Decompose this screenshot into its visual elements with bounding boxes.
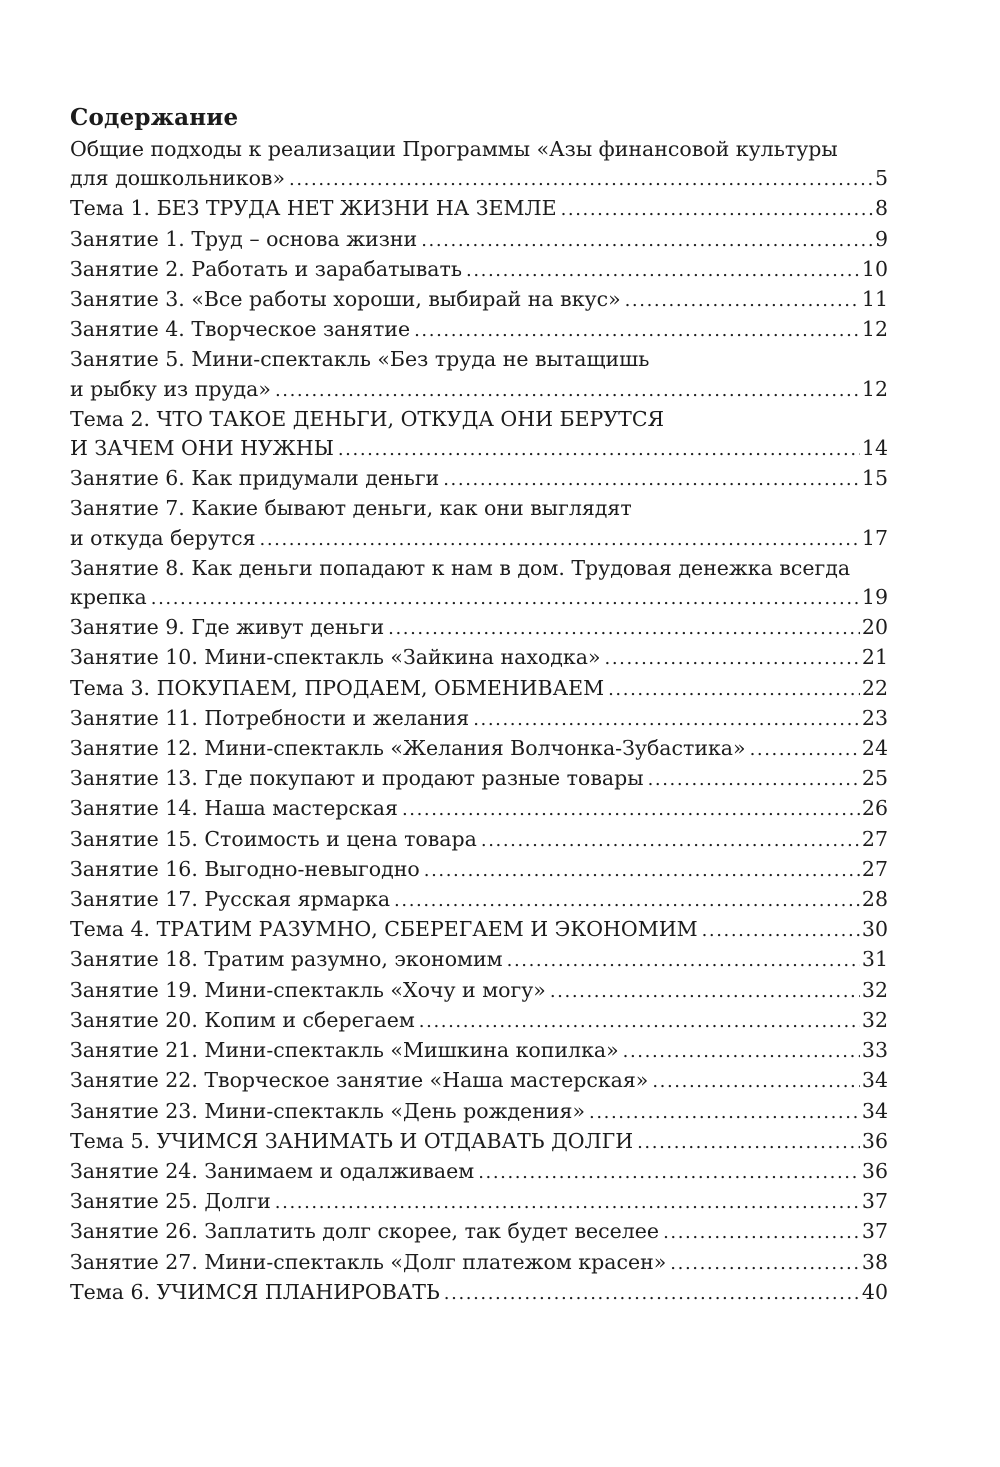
dot-leader — [444, 1279, 860, 1308]
toc-list — [70, 135, 888, 1308]
toc-entry-line — [70, 464, 888, 494]
toc-entry-text: и откуда берутся — [70, 525, 256, 550]
toc-page-number: 10 — [861, 256, 888, 281]
toc-entry-line — [70, 583, 888, 613]
toc-entry — [70, 494, 888, 553]
toc-entry — [70, 613, 888, 643]
toc-entry-line — [70, 315, 888, 345]
dot-leader — [670, 1249, 860, 1278]
toc-entry-line — [70, 434, 888, 464]
toc-entry — [70, 194, 888, 224]
toc-entry-text: Занятие 13. Где покупают и продают разные товары — [70, 766, 644, 791]
dot-leader — [625, 286, 860, 315]
toc-entry — [70, 764, 888, 794]
toc-page-number: 19 — [861, 585, 888, 610]
dot-leader — [473, 705, 860, 734]
toc-entry-line — [70, 285, 888, 315]
dot-leader — [151, 584, 860, 613]
toc-entry — [70, 1157, 888, 1187]
toc-entry-line — [70, 1036, 888, 1066]
toc-entry-line — [70, 1066, 888, 1096]
toc-entry-text: Тема 2. ЧТО ТАКОЕ ДЕНЬГИ, ОТКУДА ОНИ БЕРУТСЯ — [70, 406, 665, 431]
toc-page-number: 31 — [861, 947, 888, 972]
toc-entry-line — [70, 976, 888, 1006]
toc-page — [70, 103, 888, 1308]
toc-entry-text: Тема 6. УЧИМСЯ ПЛАНИРОВАТЬ — [70, 1279, 440, 1304]
dot-leader — [338, 435, 860, 464]
toc-page-number: 33 — [861, 1038, 888, 1063]
toc-entry-line — [70, 1097, 888, 1127]
toc-entry-text: Общие подходы к реализации Программы «Азы финансовой культуры — [70, 137, 838, 161]
toc-entry-line — [70, 945, 888, 975]
toc-entry — [70, 1097, 888, 1127]
toc-entry — [70, 674, 888, 704]
toc-entry-text: Занятие 16. Выгодно-невыгодно — [70, 856, 420, 881]
dot-leader — [637, 1128, 860, 1157]
toc-entry — [70, 315, 888, 345]
toc-page-number: 36 — [861, 1128, 888, 1153]
toc-entry-text: крепка — [70, 585, 147, 610]
toc-page-number: 37 — [861, 1219, 888, 1244]
toc-page-number: 12 — [861, 317, 888, 342]
toc-entry-line — [70, 1127, 888, 1157]
toc-entry-text: Занятие 2. Работать и зарабатывать — [70, 256, 463, 281]
dot-leader — [589, 1098, 860, 1127]
toc-entry — [70, 915, 888, 945]
dot-leader — [750, 735, 860, 764]
dot-leader — [388, 614, 860, 643]
toc-entry-line — [70, 375, 888, 405]
toc-entry — [70, 825, 888, 855]
toc-entry — [70, 1248, 888, 1278]
toc-entry-text: Занятие 1. Труд – основа жизни — [70, 226, 418, 251]
toc-entry-text: Занятие 18. Тратим разумно, экономим — [70, 947, 503, 972]
toc-entry-line — [70, 1217, 888, 1247]
toc-page-number: 38 — [861, 1249, 888, 1274]
toc-entry-text: Занятие 20. Копим и сберегаем — [70, 1007, 415, 1032]
toc-entry-text: И ЗАЧЕМ ОНИ НУЖНЫ — [70, 436, 334, 461]
toc-page-number: 8 — [874, 196, 888, 221]
dot-leader — [507, 946, 860, 975]
toc-entry-line — [70, 524, 888, 554]
toc-page-number: 26 — [861, 796, 888, 821]
toc-page-number: 23 — [861, 705, 888, 730]
toc-entry-line — [70, 613, 888, 643]
dot-leader — [275, 376, 860, 405]
toc-entry-line — [70, 1278, 888, 1308]
dot-leader — [605, 644, 860, 673]
toc-entry-text: Занятие 15. Стоимость и цена товара — [70, 826, 477, 851]
toc-entry-line — [70, 915, 888, 945]
dot-leader — [663, 1218, 860, 1247]
toc-entry-line — [70, 164, 888, 194]
toc-entry-text: Занятие 5. Мини-спектакль «Без труда не вытащишь — [70, 347, 650, 372]
toc-entry-line — [70, 674, 888, 704]
toc-entry-text: Тема 5. УЧИМСЯ ЗАНИМАТЬ И ОТДАВАТЬ ДОЛГИ — [70, 1128, 634, 1153]
toc-entry — [70, 643, 888, 673]
toc-page-number: 30 — [861, 917, 888, 942]
toc-entry — [70, 1036, 888, 1066]
dot-leader — [652, 1067, 860, 1096]
toc-entry-line — [70, 704, 888, 734]
toc-page-number: 36 — [861, 1158, 888, 1183]
dot-leader — [275, 1188, 860, 1217]
dot-leader — [424, 856, 860, 885]
toc-entry-text: Занятие 3. «Все работы хороши, выбирай на вкус» — [70, 287, 621, 312]
toc-page-number: 25 — [861, 766, 888, 791]
dot-leader — [648, 765, 860, 794]
toc-page-number: 24 — [861, 736, 888, 761]
toc-entry — [70, 405, 888, 464]
toc-entry-text: Тема 1. БЕЗ ТРУДА НЕТ ЖИЗНИ НА ЗЕМЛЕ — [70, 196, 557, 221]
toc-entry-line — [70, 255, 888, 285]
toc-page-number: 32 — [861, 1007, 888, 1032]
toc-page-number: 28 — [861, 887, 888, 912]
dot-leader — [550, 977, 860, 1006]
toc-entry — [70, 1278, 888, 1308]
toc-entry-text: Занятие 23. Мини-спектакль «День рождения» — [70, 1098, 585, 1123]
dot-leader — [394, 886, 860, 915]
toc-entry — [70, 1066, 888, 1096]
toc-page-number: 27 — [861, 856, 888, 881]
toc-entry — [70, 885, 888, 915]
toc-entry — [70, 225, 888, 255]
toc-entry-line — [70, 1187, 888, 1217]
toc-entry-text: и рыбку из пруда» — [70, 376, 271, 401]
toc-entry — [70, 345, 888, 404]
toc-entry — [70, 135, 888, 194]
toc-entry-text: Занятие 10. Мини-спектакль «Зайкина находка» — [70, 645, 601, 670]
toc-entry — [70, 255, 888, 285]
toc-page-number: 34 — [861, 1068, 888, 1093]
toc-entry-line — [70, 194, 888, 224]
toc-page-number: 37 — [861, 1189, 888, 1214]
toc-entry-text: Занятие 9. Где живут деньги — [70, 615, 385, 640]
toc-entry-text: Занятие 19. Мини-спектакль «Хочу и могу» — [70, 977, 546, 1002]
dot-leader — [419, 1007, 860, 1036]
dot-leader — [702, 916, 860, 945]
toc-entry — [70, 1127, 888, 1157]
dot-leader — [402, 795, 860, 824]
toc-entry-text: Занятие 27. Мини-спектакль «Долг платежом красен» — [70, 1249, 667, 1274]
toc-page-number: 27 — [861, 826, 888, 851]
toc-entry-text: Занятие 8. Как деньги попадают к нам в дом. Трудовая денежка всегда — [70, 555, 851, 580]
toc-page-number: 20 — [861, 615, 888, 640]
toc-entry-text: Занятие 6. Как придумали деньги — [70, 466, 440, 491]
toc-entry-text: Занятие 17. Русская ярмарка — [70, 887, 391, 912]
toc-entry-text: Занятие 12. Мини-спектакль «Желания Волчонка-Зубастика» — [70, 736, 746, 761]
toc-entry — [70, 855, 888, 885]
toc-entry — [70, 554, 888, 613]
dot-leader — [289, 165, 873, 194]
toc-page-number: 15 — [861, 466, 888, 491]
dot-leader — [260, 525, 860, 554]
dot-leader — [623, 1037, 860, 1066]
dot-leader — [481, 826, 860, 855]
toc-page-number: 12 — [861, 376, 888, 401]
toc-page-number: 34 — [861, 1098, 888, 1123]
toc-entry-text: Занятие 22. Творческое занятие «Наша мастерская» — [70, 1068, 649, 1093]
toc-page-number: 14 — [861, 436, 888, 461]
toc-heading: Содержание — [70, 104, 239, 131]
toc-entry — [70, 945, 888, 975]
toc-page-number: 17 — [861, 525, 888, 550]
toc-entry — [70, 704, 888, 734]
toc-entry-text: для дошкольников» — [70, 166, 286, 191]
toc-entry-text: Занятие 21. Мини-спектакль «Мишкина копилка» — [70, 1038, 619, 1063]
dot-leader — [561, 195, 873, 224]
toc-page-number: 40 — [861, 1279, 888, 1304]
toc-entry-text: Занятие 14. Наша мастерская — [70, 796, 398, 821]
toc-entry-line — [70, 885, 888, 915]
dot-leader — [443, 465, 860, 494]
toc-page-number: 32 — [861, 977, 888, 1002]
toc-entry-line — [70, 1006, 888, 1036]
toc-entry — [70, 464, 888, 494]
toc-entry-line — [70, 794, 888, 824]
toc-entry-line — [70, 1248, 888, 1278]
toc-entry — [70, 734, 888, 764]
toc-entry — [70, 1187, 888, 1217]
toc-entry — [70, 1006, 888, 1036]
toc-entry — [70, 1217, 888, 1247]
toc-page-number: 11 — [861, 287, 888, 312]
toc-entry-text: Занятие 25. Долги — [70, 1189, 271, 1214]
toc-entry-line — [70, 643, 888, 673]
toc-entry-line — [70, 825, 888, 855]
toc-entry-text: Занятие 26. Заплатить долг скорее, так будет веселее — [70, 1219, 660, 1244]
dot-leader — [608, 675, 860, 704]
toc-entry-text: Занятие 4. Творческое занятие — [70, 317, 411, 342]
toc-page-number: 21 — [861, 645, 888, 670]
toc-entry-text: Тема 4. ТРАТИМ РАЗУМНО, СБЕРЕГАЕМ И ЭКОНОМИМ — [70, 917, 698, 942]
toc-entry — [70, 794, 888, 824]
toc-entry-line — [70, 225, 888, 255]
dot-leader — [478, 1158, 860, 1187]
toc-entry-text: Тема 3. ПОКУПАЕМ, ПРОДАЕМ, ОБМЕНИВАЕМ — [70, 675, 605, 700]
toc-entry-line — [70, 1157, 888, 1187]
toc-entry-text: Занятие 24. Занимаем и одалживаем — [70, 1158, 475, 1183]
toc-page-number: 5 — [874, 166, 888, 191]
toc-page-number: 22 — [861, 675, 888, 700]
toc-page-number: 9 — [874, 226, 888, 251]
toc-entry-text: Занятие 11. Потребности и желания — [70, 705, 470, 730]
toc-entry-line — [70, 855, 888, 885]
dot-leader — [421, 226, 873, 255]
toc-entry — [70, 976, 888, 1006]
toc-entry-text: Занятие 7. Какие бывают деньги, как они выглядят — [70, 496, 632, 521]
dot-leader — [414, 316, 860, 345]
toc-entry — [70, 285, 888, 315]
toc-entry-line — [70, 734, 888, 764]
toc-entry-line — [70, 764, 888, 794]
dot-leader — [466, 256, 860, 285]
